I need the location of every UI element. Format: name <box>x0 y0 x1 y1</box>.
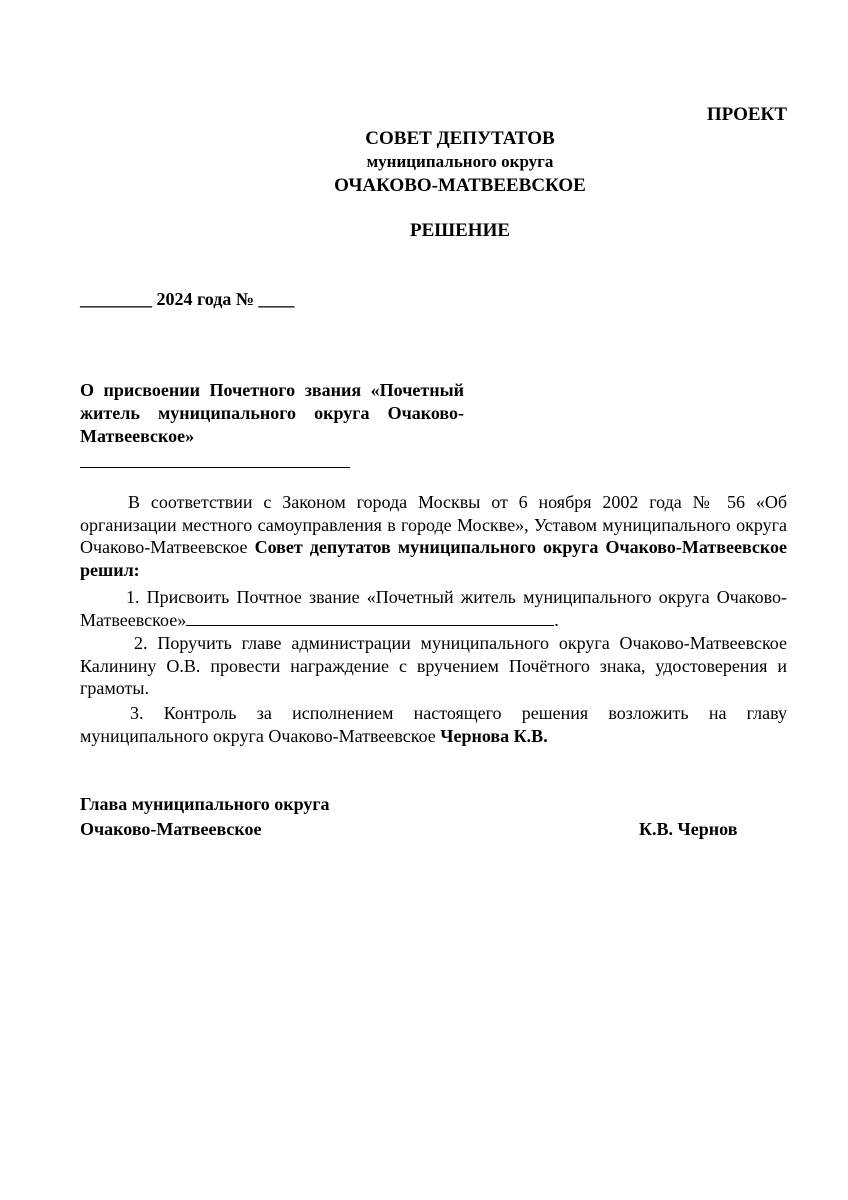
date-number-line: ________ 2024 года № ____ <box>80 289 295 309</box>
item-1-end: . <box>554 609 559 630</box>
item-2-text: 2. Поручить главе администрации муниципального округа Очаково-Матвеевское Калинину О.В. провести награждение с вручением Почётного знака, удостоверения и грамоты. <box>80 633 787 698</box>
signature-title-line-2: Очаково-Матвеевское <box>80 819 262 839</box>
preamble-text: В соответствии с Законом города Москвы от 6 ноября 2002 года № 56 «Об организации местного самоуправления в городе Москве», Уставом муниципального округа Очаково-Матвеевское <box>80 492 787 557</box>
draft-stamp: ПРОЕКТ <box>706 104 787 125</box>
decision-title: РЕШЕНИЕ <box>409 220 511 241</box>
okrug-title: ОЧАКОВО-МАТВЕЕВСКОЕ <box>334 175 586 196</box>
signature-block <box>80 792 330 842</box>
municipal-subtitle: муниципального округа <box>366 152 554 171</box>
council-title: СОВЕТ ДЕПУТАТОВ <box>365 128 555 149</box>
subject-underline <box>80 467 350 468</box>
signature-title-line-1: Глава муниципального округа <box>80 794 330 814</box>
preamble-paragraph <box>80 491 787 581</box>
item-1-blank-line <box>186 609 554 626</box>
item-3-paragraph <box>80 702 787 747</box>
decision-subject: О присвоении Почетного звания «Почетный житель муниципального округа Очаково-Матвеевское» <box>80 380 464 446</box>
preamble-resolution: Совет депутатов муниципального округа Очаково-Матвеевское решил: <box>80 537 787 580</box>
item-2-paragraph <box>80 632 787 700</box>
item-3-text: 3. Контроль за исполнением настоящего решения возложить на главу муниципального округа Очаково-Матвеевское <box>80 703 787 746</box>
item-1-text: 1. Присвоить Почтное звание «Почетный житель муниципального округа Очаково-Матвеевское» <box>80 587 787 630</box>
signer-name: К.В. Чернов <box>639 819 738 839</box>
item-3-responsible: Чернова К.В. <box>440 725 548 746</box>
item-1-paragraph <box>80 586 787 631</box>
